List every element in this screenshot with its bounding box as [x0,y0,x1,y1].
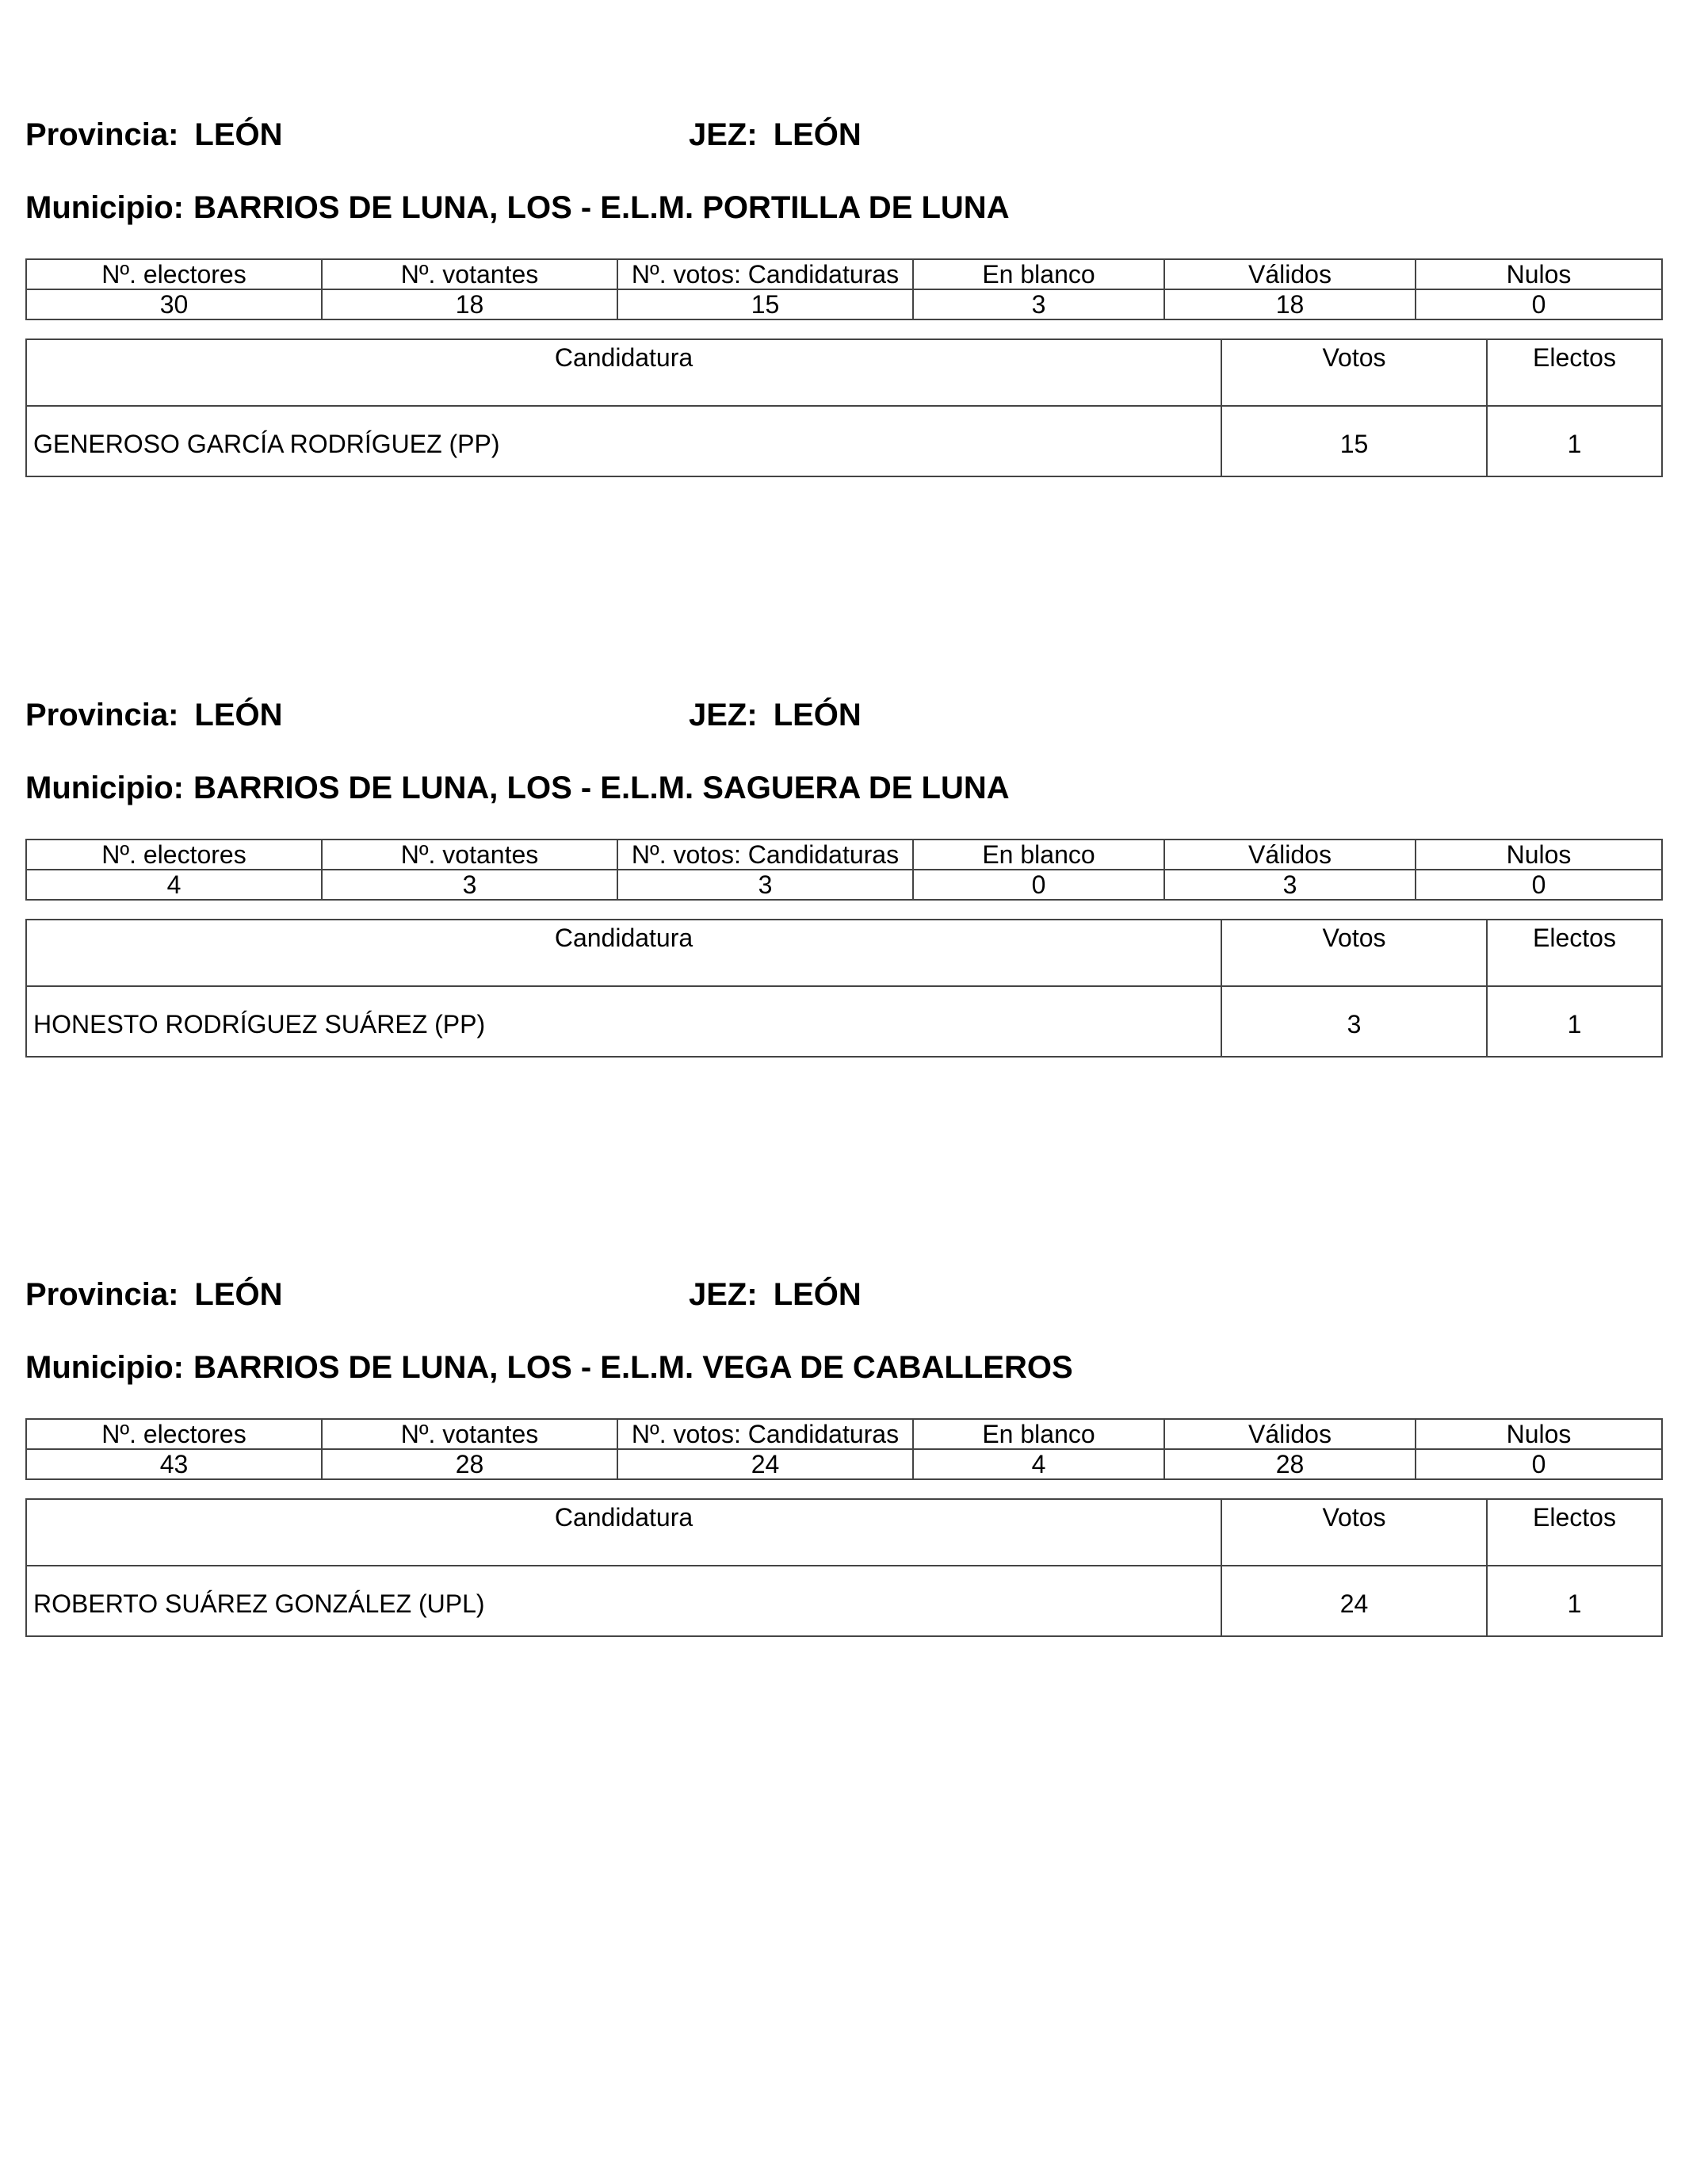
candidatura-header: Candidatura [26,1499,1221,1566]
nulos-value: 0 [1416,289,1662,319]
stats-value-row [26,1449,1662,1479]
candidate-electos: 1 [1487,986,1662,1057]
electos-header: Electos [1487,339,1662,406]
stats-header-row [26,1419,1662,1449]
votantes-value: 3 [322,870,617,900]
candidates-header-row [26,1499,1662,1566]
validos-value: 18 [1164,289,1416,319]
provincia-value: LEÓN [194,1277,283,1312]
votos-candidaturas-value: 24 [617,1449,913,1479]
stats-table [25,1418,1663,1480]
municipio-heading: Municipio: BARRIOS DE LUNA, LOS - E.L.M. PORTILLA DE LUNA [25,190,1010,225]
nulos-value: 0 [1416,870,1662,900]
jez-heading: JEZ: LEÓN [689,1277,862,1312]
candidate-votos: 24 [1221,1566,1487,1636]
electores-header: Nº. electores [26,840,322,870]
en-blanco-header: En blanco [913,840,1164,870]
electores-value: 30 [26,289,322,319]
jez-heading: JEZ: LEÓN [689,698,862,732]
candidate-electos: 1 [1487,1566,1662,1636]
municipio-value: BARRIOS DE LUNA, LOS - E.L.M. PORTILLA DE LUNA [193,190,1010,225]
validos-header: Válidos [1164,1419,1416,1449]
votos-header: Votos [1221,339,1487,406]
electos-header: Electos [1487,920,1662,986]
candidate-electos: 1 [1487,406,1662,476]
votantes-header: Nº. votantes [322,259,617,289]
nulos-value: 0 [1416,1449,1662,1479]
votantes-value: 18 [322,289,617,319]
stats-table [25,258,1663,320]
municipio-heading: Municipio: BARRIOS DE LUNA, LOS - E.L.M. VEGA DE CABALLEROS [25,1350,1073,1385]
votos-candidaturas-header: Nº. votos: Candidaturas [617,840,913,870]
electores-value: 43 [26,1449,322,1479]
votos-candidaturas-header: Nº. votos: Candidaturas [617,1419,913,1449]
stats-header-row [26,840,1662,870]
candidates-table [25,339,1663,477]
en-blanco-header: En blanco [913,1419,1164,1449]
candidate-votos: 15 [1221,406,1487,476]
municipio-value: BARRIOS DE LUNA, LOS - E.L.M. SAGUERA DE LUNA [193,771,1010,805]
votos-header: Votos [1221,1499,1487,1566]
jez-value: LEÓN [773,117,862,152]
en-blanco-value: 4 [913,1449,1164,1479]
stats-table [25,839,1663,901]
provincia-value: LEÓN [194,698,283,732]
stats-value-row [26,870,1662,900]
votos-candidaturas-value: 15 [617,289,913,319]
candidate-name: GENEROSO GARCÍA RODRÍGUEZ (PP) [26,406,1221,476]
electores-header: Nº. electores [26,259,322,289]
votos-candidaturas-header: Nº. votos: Candidaturas [617,259,913,289]
candidate-row [26,1566,1662,1636]
jez-heading: JEZ: LEÓN [689,117,862,152]
municipio-heading: Municipio: BARRIOS DE LUNA, LOS - E.L.M. SAGUERA DE LUNA [25,771,1010,805]
candidate-name: ROBERTO SUÁREZ GONZÁLEZ (UPL) [26,1566,1221,1636]
candidates-header-row [26,920,1662,986]
stats-header-row [26,259,1662,289]
en-blanco-value: 3 [913,289,1164,319]
electores-value: 4 [26,870,322,900]
votantes-value: 28 [322,1449,617,1479]
candidate-name: HONESTO RODRÍGUEZ SUÁREZ (PP) [26,986,1221,1057]
electores-header: Nº. electores [26,1419,322,1449]
nulos-header: Nulos [1416,1419,1662,1449]
candidates-table [25,919,1663,1058]
nulos-header: Nulos [1416,840,1662,870]
jez-value: LEÓN [773,1277,862,1312]
provincia-heading: Provincia: LEÓN [25,698,283,732]
provincia-value: LEÓN [194,117,283,152]
candidate-votos: 3 [1221,986,1487,1057]
provincia-heading: Provincia: LEÓN [25,117,283,152]
votantes-header: Nº. votantes [322,840,617,870]
votantes-header: Nº. votantes [322,1419,617,1449]
validos-value: 3 [1164,870,1416,900]
en-blanco-header: En blanco [913,259,1164,289]
votos-candidaturas-value: 3 [617,870,913,900]
validos-header: Válidos [1164,259,1416,289]
validos-header: Válidos [1164,840,1416,870]
municipio-value: BARRIOS DE LUNA, LOS - E.L.M. VEGA DE CABALLEROS [193,1350,1073,1385]
candidate-row [26,406,1662,476]
nulos-header: Nulos [1416,259,1662,289]
en-blanco-value: 0 [913,870,1164,900]
candidate-row [26,986,1662,1057]
provincia-heading: Provincia: LEÓN [25,1277,283,1312]
candidatura-header: Candidatura [26,920,1221,986]
validos-value: 28 [1164,1449,1416,1479]
jez-value: LEÓN [773,698,862,732]
stats-value-row [26,289,1662,319]
votos-header: Votos [1221,920,1487,986]
candidates-header-row [26,339,1662,406]
candidatura-header: Candidatura [26,339,1221,406]
candidates-table [25,1498,1663,1637]
electos-header: Electos [1487,1499,1662,1566]
